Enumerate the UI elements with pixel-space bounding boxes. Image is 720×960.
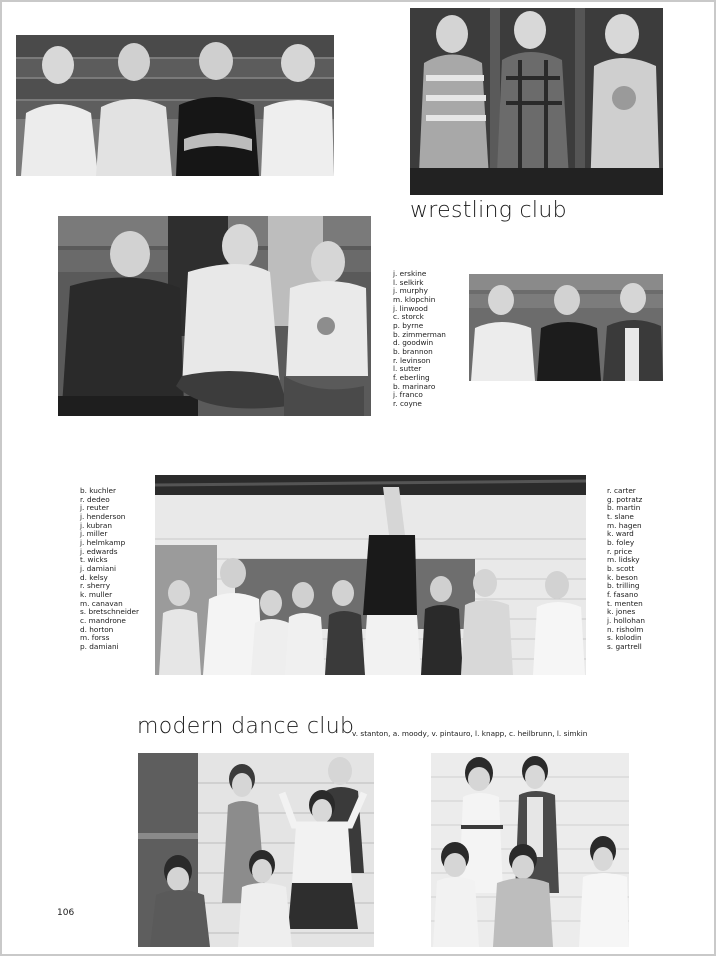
member-name: d. kelsy — [80, 572, 108, 582]
member-name: l. selkirk — [393, 277, 424, 287]
member-name: k. jones — [607, 607, 636, 617]
member-name: m. klopchin — [393, 294, 436, 304]
wrestlers-trio-photo — [410, 8, 663, 195]
member-name: b. kuchler — [80, 486, 117, 495]
wrestlers-kneeling-photo — [58, 216, 371, 416]
member-name: n. risholm — [607, 624, 644, 634]
wrestling-officers-photo — [469, 274, 663, 381]
member-name: k. ward — [607, 529, 634, 539]
dance-right-member-list — [607, 487, 645, 651]
member-name: t. menten — [607, 598, 643, 608]
member-name: t. wicks — [80, 555, 108, 565]
member-name: r. price — [607, 546, 633, 556]
dance-left-member-list — [80, 487, 139, 651]
member-name: g. potratz — [607, 494, 643, 504]
member-name: f. fasano — [607, 589, 639, 599]
member-name: j. murphy — [393, 286, 428, 296]
member-name: j. edwards — [80, 546, 118, 556]
member-name: t. slane — [607, 511, 634, 521]
member-name: k. muller — [80, 589, 113, 599]
member-name: m. lidsky — [607, 555, 640, 565]
member-name: r. coyne — [393, 398, 422, 408]
member-name: s. kolodin — [607, 633, 642, 643]
member-name: b. brannon — [393, 346, 433, 356]
member-name: m. canavan — [80, 598, 123, 608]
member-name: p. byrne — [393, 320, 424, 330]
member-name: c. mandrone — [80, 615, 126, 625]
member-name: j. reuter — [80, 503, 109, 513]
member-name: j. henderson — [80, 511, 126, 521]
wrestling-member-list — [393, 270, 446, 409]
member-name: b. scott — [607, 563, 635, 573]
member-name: d. horton — [80, 624, 114, 634]
member-name: m. hagen — [607, 520, 642, 530]
member-name: j. kubran — [80, 520, 113, 530]
dancers-left-photo — [138, 753, 374, 947]
member-name: m. forss — [80, 633, 110, 643]
member-name: l. sutter — [393, 364, 422, 374]
member-name: b. foley — [607, 537, 635, 547]
member-name: s. bretschneider — [80, 607, 139, 617]
member-name: k. beson — [607, 572, 638, 582]
wrestlers-bleachers-photo — [16, 35, 334, 176]
member-name: j. erskine — [393, 269, 427, 278]
member-name: j. hollohan — [607, 615, 645, 625]
member-name: p. damiani — [80, 641, 119, 651]
member-name: r. dedeo — [80, 494, 110, 504]
member-name: r. sherry — [80, 581, 111, 591]
member-name: j. helmkamp — [80, 537, 126, 547]
member-name: j. franco — [393, 390, 423, 400]
member-name: r. levinson — [393, 355, 431, 365]
dancers-right-photo — [431, 753, 629, 947]
modern-dance-group-photo — [155, 475, 586, 675]
member-name: j. linwood — [393, 303, 428, 313]
modern-dance-club-title: modern dance club — [137, 714, 355, 739]
modern-dance-caption: v. stanton, a. moody, v. pintauro, l. knapp, c. heilbrunn, l. simkin — [352, 729, 588, 738]
member-name: b. trilling — [607, 581, 640, 591]
member-name: j. miller — [80, 529, 108, 539]
member-name: c. storck — [393, 312, 424, 322]
wrestling-club-title: wrestling club — [410, 198, 567, 223]
member-name: j. damiani — [80, 563, 117, 573]
member-name: r. carter — [607, 486, 636, 495]
member-name: b. zimmerman — [393, 329, 446, 339]
member-name: d. goodwin — [393, 338, 434, 348]
member-name: s. gartrell — [607, 641, 642, 651]
page-number: 106 — [57, 908, 75, 918]
member-name: f. eberling — [393, 372, 430, 382]
member-name: b. martin — [607, 503, 641, 513]
member-name: b. marinaro — [393, 381, 436, 391]
